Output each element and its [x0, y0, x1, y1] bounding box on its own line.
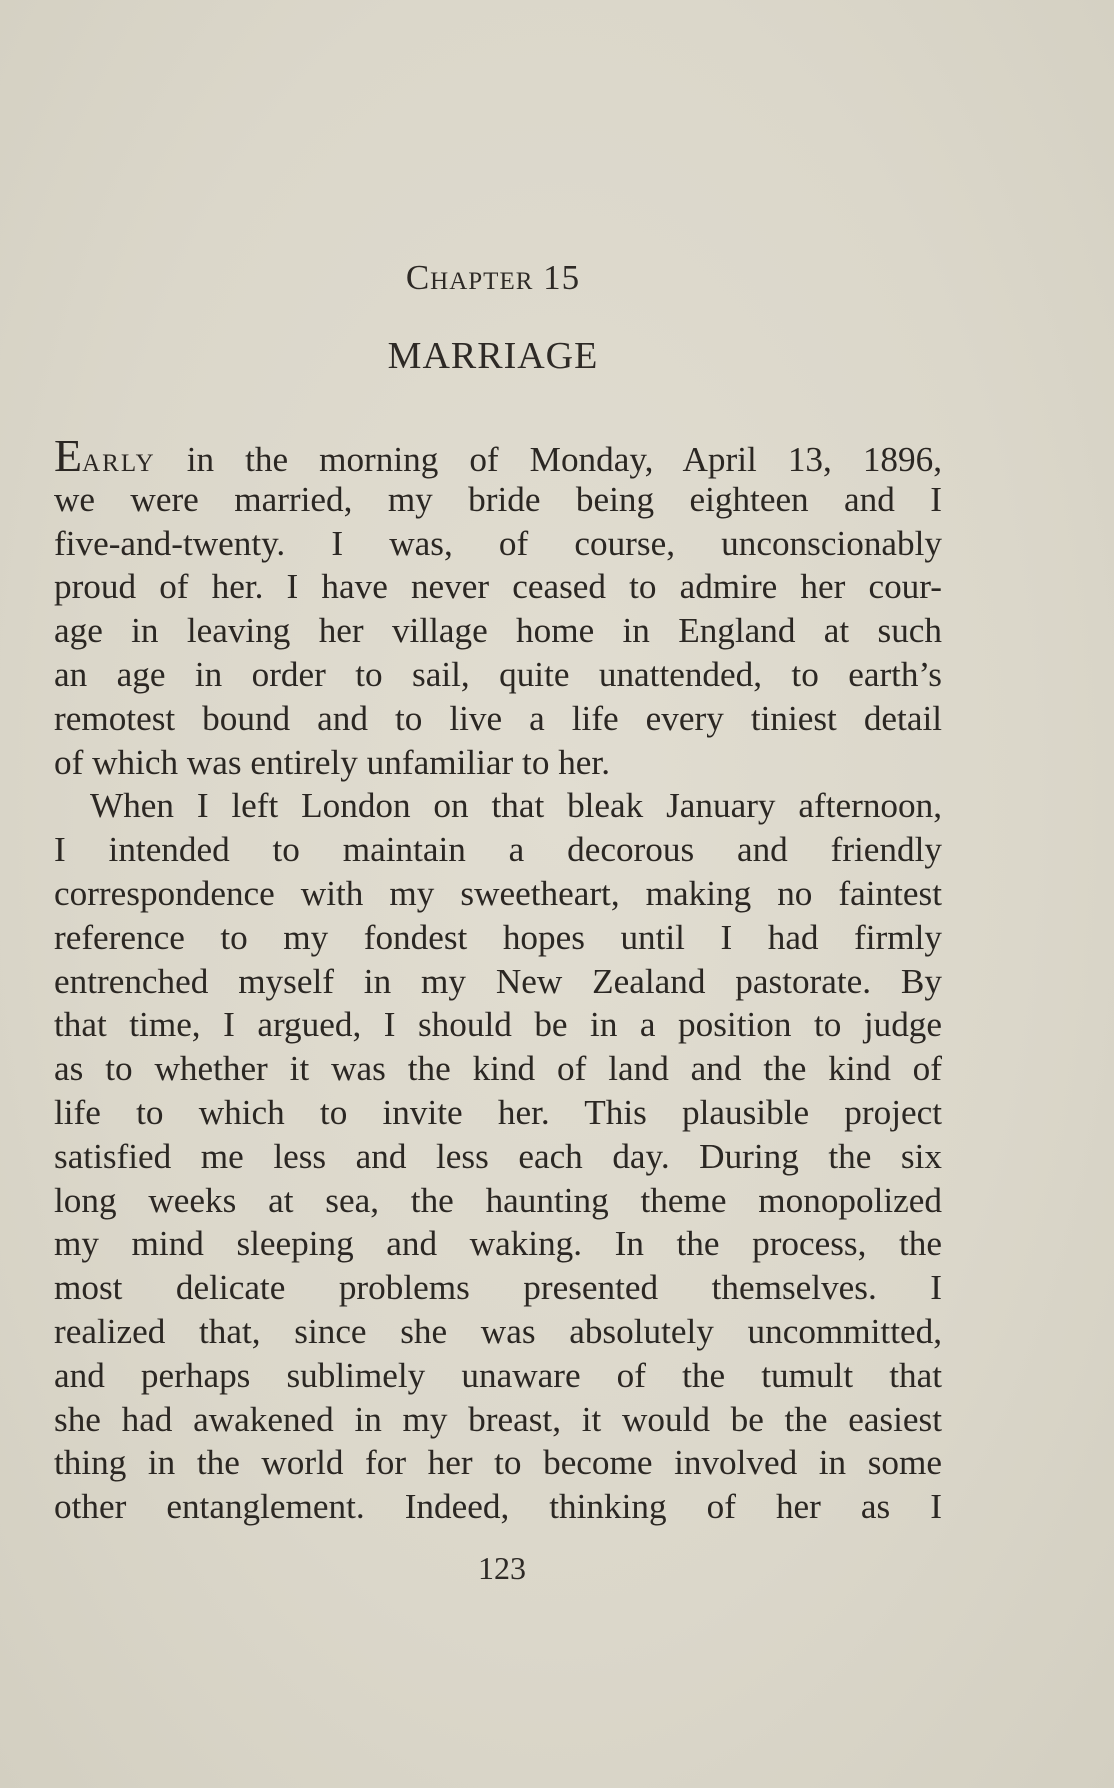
- text-line: my mind sleeping and waking. In the process, the: [54, 1224, 942, 1264]
- text-line: other entanglement. Indeed, thinking of her as I: [54, 1487, 942, 1527]
- text-line: proud of her. I have never ceased to admire her cour-: [54, 567, 942, 607]
- paragraph-1: [54, 430, 942, 784]
- text-line: thing in the world for her to become involved in some: [54, 1443, 942, 1483]
- text-line: an age in order to sail, quite unattended, to earth’s: [54, 654, 942, 694]
- text-line: and perhaps sublimely unaware of the tumult that: [54, 1355, 942, 1395]
- text-line: as to whether it was the kind of land and the kind of: [54, 1049, 942, 1089]
- text-line: we were married, my bride being eighteen and I: [54, 479, 942, 519]
- text-line: age in leaving her village home in England at such: [54, 611, 942, 651]
- text-line: entrenched myself in my New Zealand pastorate. By: [54, 961, 942, 1001]
- text-line: that time, I argued, I should be in a position to judge: [54, 1005, 942, 1045]
- text-line: When I left London on that bleak January afternoon,: [90, 786, 942, 826]
- body-text: [54, 430, 942, 1529]
- text-line: remotest bound and to live a life every tiniest detail: [54, 698, 942, 738]
- chapter-title: MARRIAGE: [387, 335, 599, 377]
- text-line: satisfied me less and less each day. During the six: [54, 1136, 942, 1176]
- text-line: correspondence with my sweetheart, making no faintest: [54, 873, 942, 913]
- page-number: 123: [478, 1550, 526, 1586]
- text-line: Early in the morning of Monday, April 13, 1896,: [54, 430, 942, 481]
- text-line: she had awakened in my breast, it would be the easiest: [54, 1399, 942, 1439]
- paragraph-2: [54, 784, 942, 1529]
- text-line: most delicate problems presented themselves. I: [54, 1268, 942, 1308]
- text-line: long weeks at sea, the haunting theme monopolized: [54, 1180, 942, 1220]
- text-line: five-and-twenty. I was, of course, unconscionably: [54, 523, 942, 563]
- chapter-label: Chapter 15: [405, 258, 581, 297]
- text-line: I intended to maintain a decorous and friendly: [54, 830, 942, 870]
- text-line: realized that, since she was absolutely uncommitted,: [54, 1311, 942, 1351]
- text-line: reference to my fondest hopes until I had firmly: [54, 917, 942, 957]
- drop-letter: E: [54, 430, 83, 481]
- text-line: life to which to invite her. This plausible project: [54, 1092, 942, 1132]
- text-line: of which was entirely unfamiliar to her.: [54, 742, 610, 782]
- smallcaps-word: arly: [82, 440, 156, 479]
